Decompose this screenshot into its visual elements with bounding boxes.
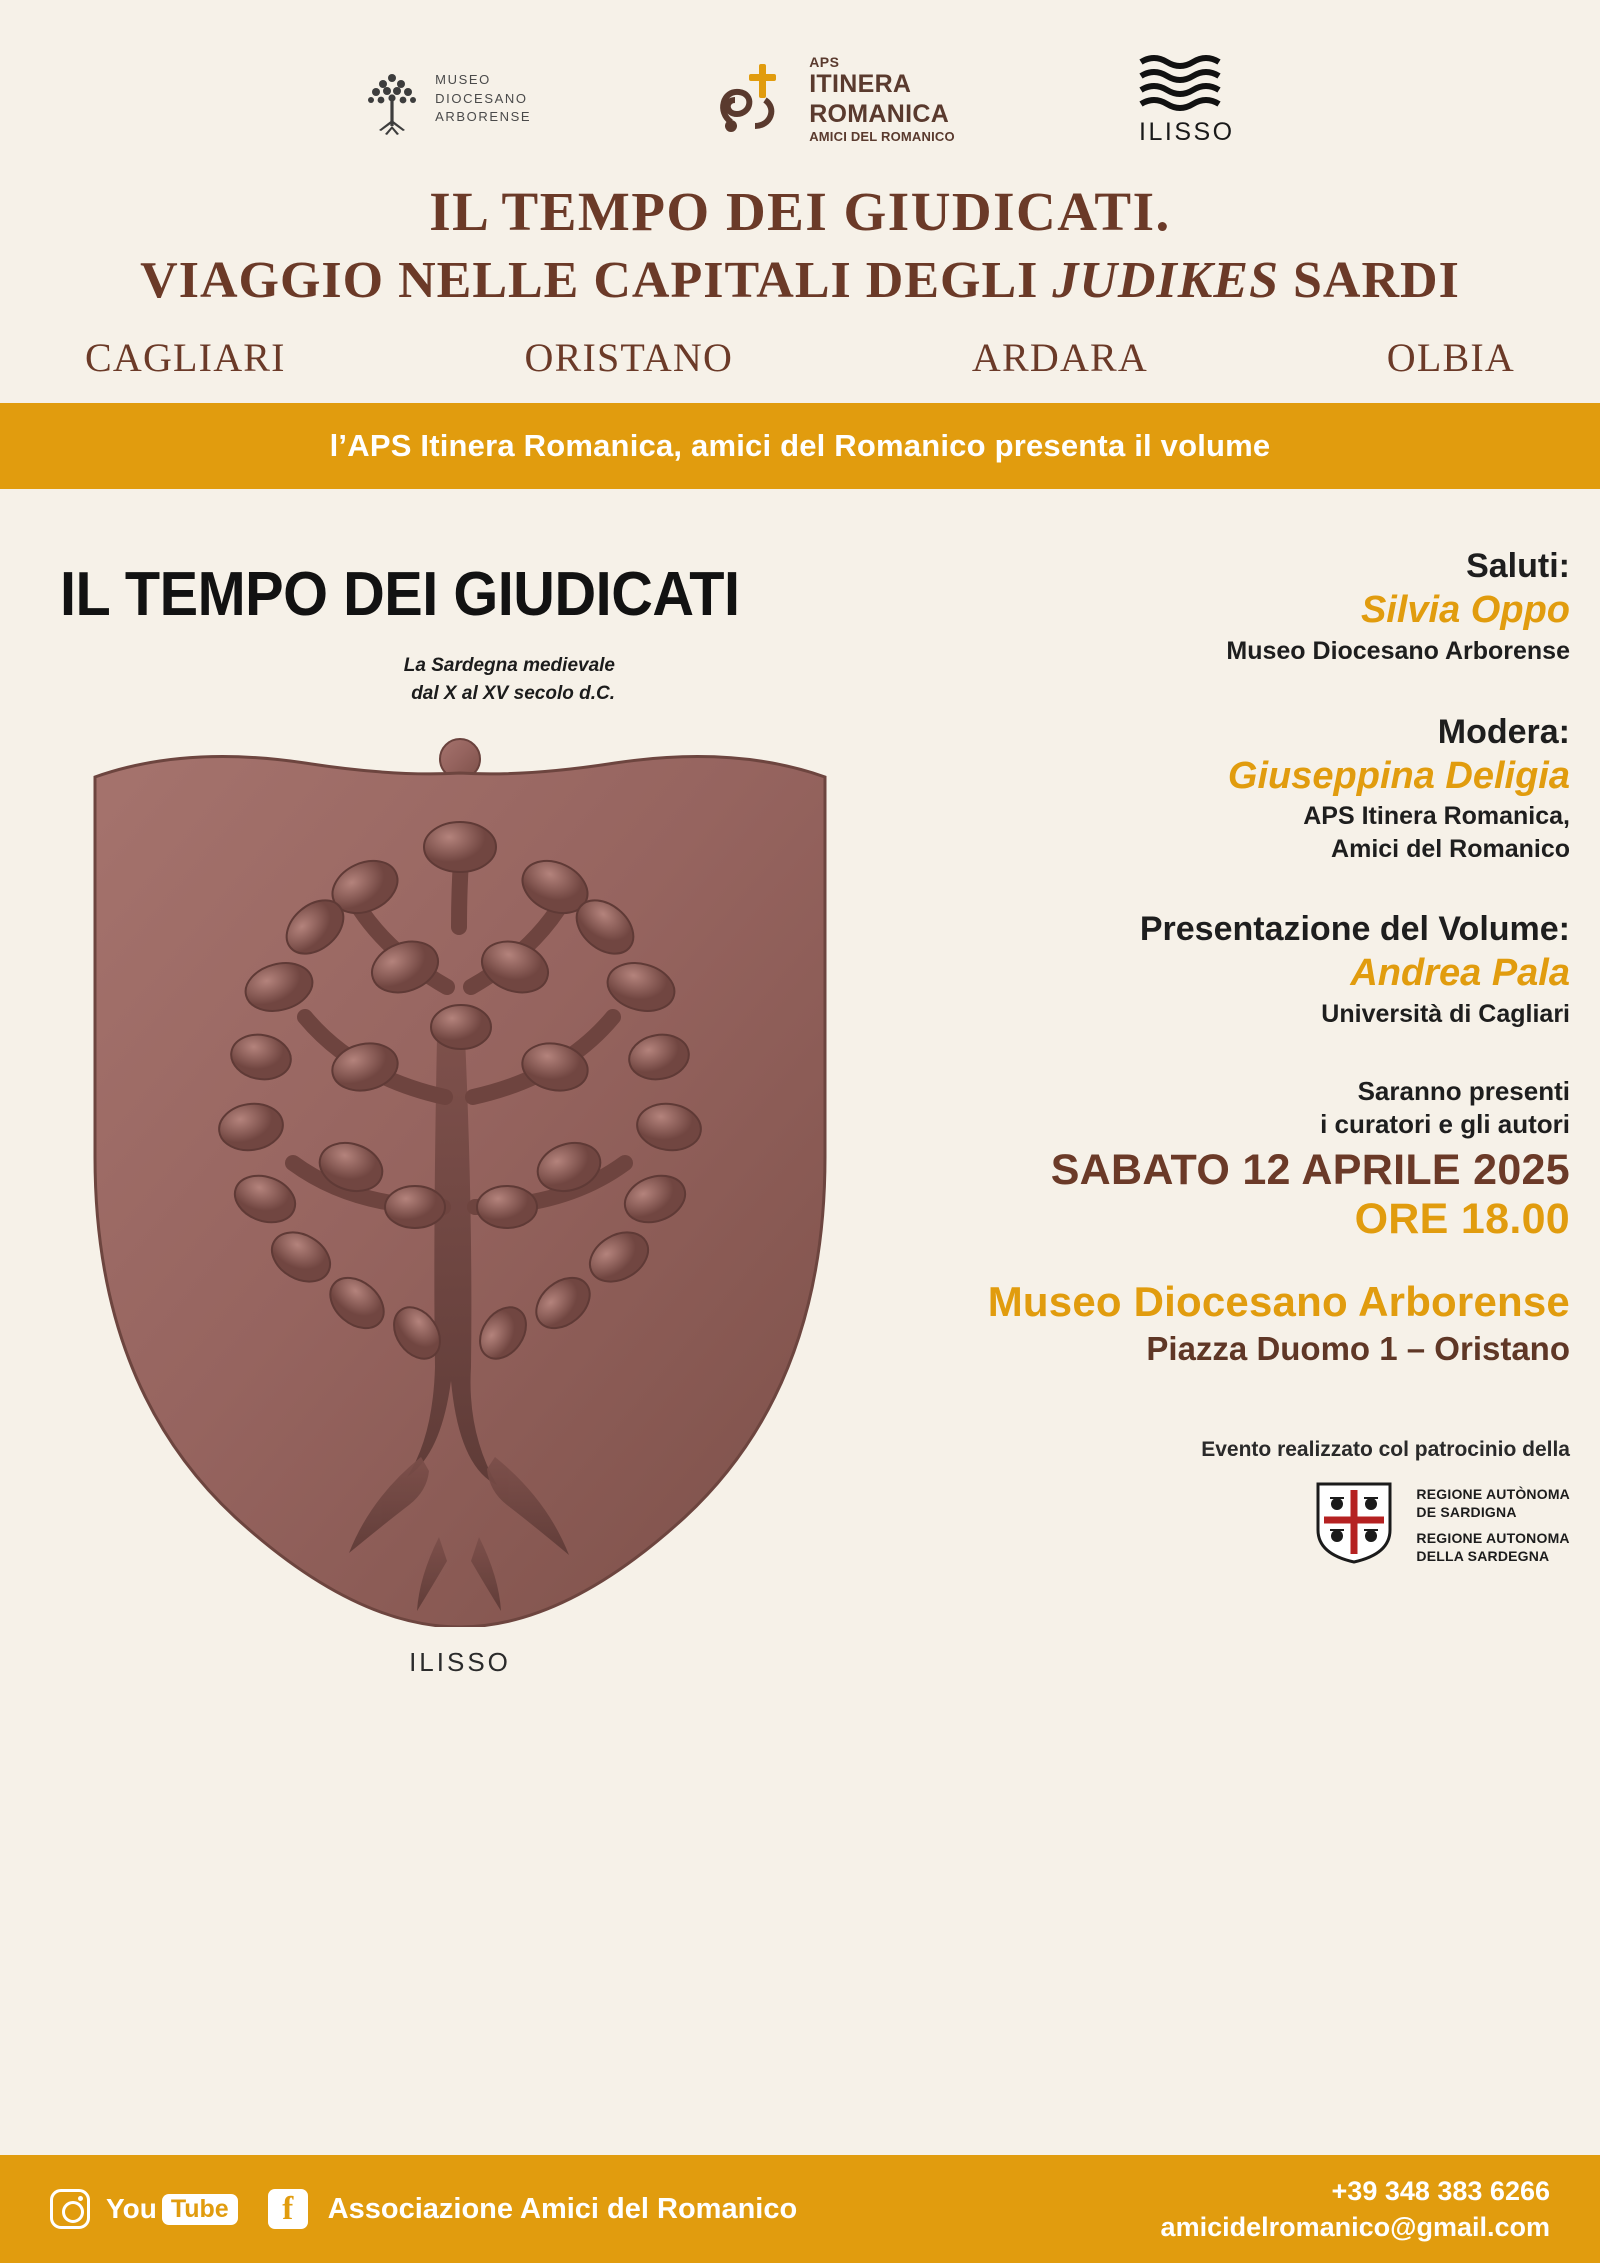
attendance-note-line2: i curatori e gli autori	[1320, 1108, 1570, 1139]
credit-modera-org-2: Amici del Romanico	[1331, 834, 1570, 863]
credit-modera-label: Modera:	[1437, 712, 1570, 751]
spacer	[880, 1029, 1570, 1075]
title-line-1: IL TEMPO DEI GIUDICATI.	[429, 181, 1171, 242]
logo-itinera-romanica	[711, 54, 955, 145]
sardinia-four-moors-emblem-icon	[1308, 1476, 1400, 1573]
credit-modera-org-1: APS Itinera Romanica,	[1303, 802, 1570, 831]
logo-ilisso	[1135, 52, 1239, 147]
credit-saluti-org: Museo Diocesano Arborense	[1226, 637, 1570, 666]
logo-ilisso-text: ILISSO	[1139, 117, 1235, 146]
event-details-column	[880, 489, 1600, 2155]
footer-bar	[0, 2155, 1600, 2263]
credit-modera	[880, 713, 1570, 865]
spacer	[880, 864, 1570, 910]
itinera-knot-icon	[711, 56, 797, 142]
patronage-text: Evento realizzato col patrocinio della	[1201, 1438, 1570, 1462]
region-patronage	[880, 1476, 1570, 1573]
event-date: SABATO 12 APRILE 2025	[1050, 1146, 1570, 1195]
youtube-label-you: You	[106, 2193, 157, 2224]
book-subtitle-line2: dal X al XV secolo d.C.	[411, 682, 615, 704]
region-label	[1416, 1485, 1570, 1566]
logo-itinera-text: APS ITINERA ROMANICA AMICI DEL ROMANICO	[809, 53, 955, 145]
book-title: IL TEMPO DEI GIUDICATI	[60, 560, 740, 630]
title-line-2-b: SARDI	[1279, 251, 1460, 309]
region-line-3: REGIONE AUTONOMA	[1416, 1529, 1570, 1546]
credit-saluti	[880, 547, 1570, 666]
credit-saluti-name: Silvia Oppo	[1360, 589, 1570, 632]
shield-with-tree-relief	[65, 737, 855, 1627]
footer-social	[50, 2189, 797, 2229]
poster-body	[0, 489, 1600, 2155]
city-cagliari: CAGLIARI	[85, 335, 286, 381]
logo-bar	[0, 0, 1600, 180]
credit-presentazione-name: Andrea Pala	[1350, 952, 1570, 995]
footer-contacts	[1161, 2173, 1550, 2246]
youtube-icon[interactable]	[106, 2193, 238, 2225]
shield-image	[60, 737, 860, 1637]
credit-presentazione-label: Presentazione del Volume:	[1139, 910, 1570, 949]
credit-modera-name: Giuseppina Deligia	[1227, 754, 1570, 797]
spacer	[880, 667, 1570, 713]
city-oristano: ORISTANO	[524, 335, 734, 381]
credit-presentazione-org: Università di Cagliari	[1321, 999, 1570, 1028]
youtube-label-tube: Tube	[162, 2194, 238, 2225]
region-line-1: REGIONE AUTÒNOMA	[1416, 1485, 1570, 1502]
city-ardara: ARDARA	[971, 335, 1148, 381]
region-line-4: DELLA SARDEGNA	[1416, 1548, 1550, 1565]
book-cover-column	[0, 489, 880, 2155]
footer-phone[interactable]: +39 348 383 6266	[1331, 2175, 1550, 2206]
title-line-2-a: VIAGGIO NELLE CAPITALI DEGLI	[140, 251, 1053, 309]
logo-museo-text: MUSEO DIOCESANO ARBORENSE	[435, 71, 532, 125]
book-subtitle	[60, 652, 880, 707]
facebook-icon[interactable]: f	[268, 2189, 308, 2229]
footer-email[interactable]: amicidelromanico@gmail.com	[1160, 2212, 1550, 2242]
tree-logo-icon	[361, 60, 423, 138]
credit-presentazione	[880, 910, 1570, 1029]
footer-association-name: Associazione Amici del Romanico	[327, 2192, 798, 2225]
title-line-2-italic: JUDIKES	[1052, 251, 1280, 309]
instagram-icon[interactable]	[50, 2189, 90, 2229]
banner-text: l’APS Itinera Romanica, amici del Romanico presenta il volume	[329, 428, 1271, 464]
event-time: ORE 18.00	[1354, 1195, 1570, 1244]
attendance-note-line1: Saranno presenti	[1357, 1076, 1570, 1107]
attendance-note	[880, 1075, 1570, 1140]
book-subtitle-line1: La Sardegna medievale	[403, 655, 615, 677]
presentation-banner	[0, 403, 1600, 489]
city-olbia: OLBIA	[1386, 335, 1515, 381]
poster-title	[0, 180, 1600, 381]
logo-museo-diocesano	[361, 60, 531, 138]
credit-saluti-label: Saluti:	[1466, 547, 1570, 586]
event-address: Piazza Duomo 1 – Oristano	[1146, 1330, 1570, 1368]
city-list	[40, 312, 1560, 381]
region-line-2: DE SARDIGNA	[1416, 1503, 1517, 1520]
event-venue: Museo Diocesano Arborense	[987, 1278, 1570, 1326]
book-publisher: ILISSO	[409, 1647, 511, 1678]
title-line-2	[40, 249, 1560, 312]
ilisso-waves-icon	[1135, 52, 1239, 114]
